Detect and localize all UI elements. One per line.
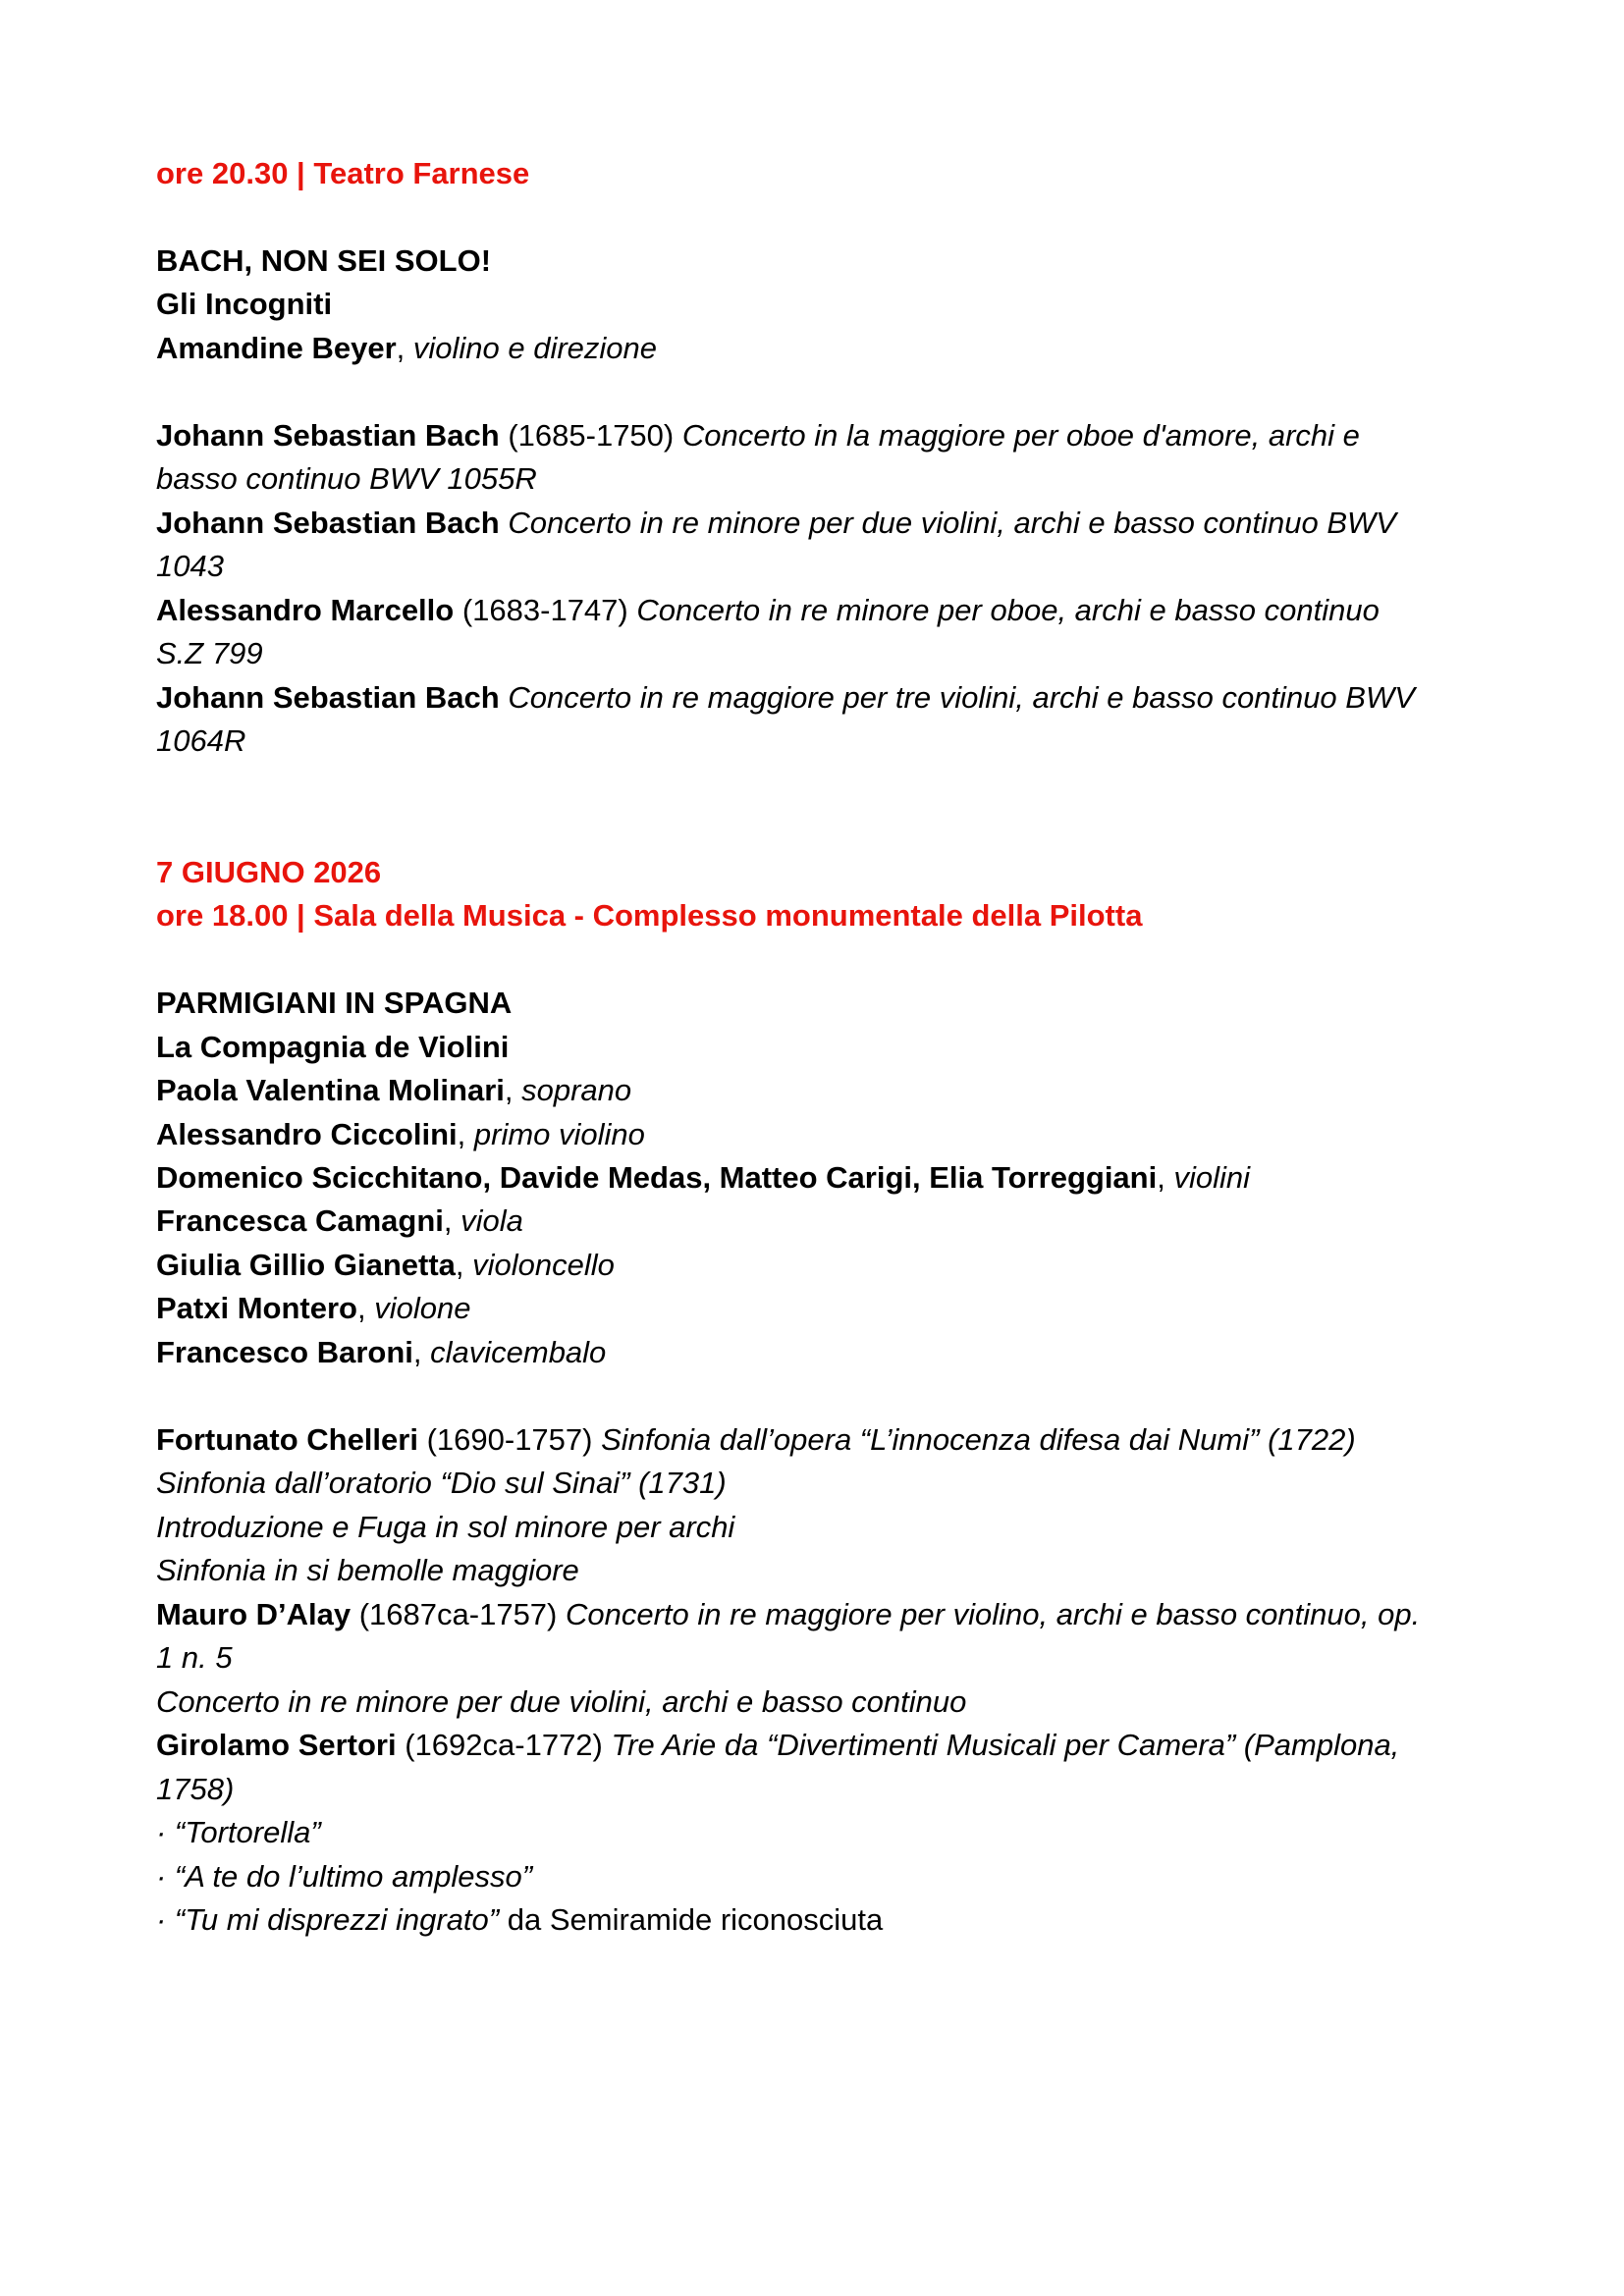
performer-line: Francesca Camagni, viola [156,1203,523,1238]
aria-item: · “A te do l’ultimo amplesso” [156,1859,533,1894]
performer-line: Patxi Montero, violone [156,1291,471,1325]
program-item: Girolamo Sertori (1692ca-1772) Tre Arie da “Divertimenti Musicali per Camera” (Pamplona, [156,1728,1400,1762]
program-item: Fortunato Chelleri (1690-1757) Sinfonia dall’opera “L’innocenza difesa dai Numi” (1722) [156,1422,1356,1457]
performer-line: Alessandro Ciccolini, primo violino [156,1117,645,1151]
event-time-venue: ore 20.30 | Teatro Farnese [156,156,530,190]
program-item-continuation: 1758) [156,1772,235,1806]
program-item: Johann Sebastian Bach Concerto in re minore per due violini, archi e basso continuo BWV [156,506,1396,540]
program-item-continuation: 1 n. 5 [156,1640,233,1675]
ensemble-name: Gli Incogniti [156,287,333,321]
program-item: Johann Sebastian Bach Concerto in re maggiore per tre violini, archi e basso continuo BWV [156,680,1415,715]
program-item: Mauro D’Alay (1687ca-1757) Concerto in re maggiore per violino, archi e basso continuo, op. [156,1597,1421,1631]
performer-line: Amandine Beyer, violino e direzione [156,331,658,365]
event-time-venue: ore 18.00 | Sala della Musica - Complesso monumentale della Pilotta [156,898,1143,933]
program-item-continuation: 1043 [156,549,224,583]
performer-line: Paola Valentina Molinari, soprano [156,1073,632,1107]
aria-item: · “Tortorella” [156,1815,321,1849]
performer-line: Domenico Scicchitano, Davide Medas, Matteo Carigi, Elia Torreggiani, violini [156,1160,1250,1195]
ensemble-name: La Compagnia de Violini [156,1030,510,1064]
performer-line: Giulia Gillio Gianetta, violoncello [156,1248,615,1282]
aria-item: · “Tu mi disprezzi ingrato” da Semiramide riconosciuta [156,1902,884,1937]
program-item-continuation: basso continuo BWV 1055R [156,461,537,496]
program-item-continuation: Sinfonia dall’oratorio “Dio sul Sinai” (1731) [156,1466,727,1500]
program-item-continuation: Introduzione e Fuga in sol minore per archi [156,1510,735,1544]
program-item-continuation: Sinfonia in si bemolle maggiore [156,1553,579,1587]
program-item: Johann Sebastian Bach (1685-1750) Concerto in la maggiore per oboe d'amore, archi e [156,418,1360,453]
program-item-continuation: 1064R [156,723,246,758]
concert-title: BACH, NON SEI SOLO! [156,243,492,278]
performer-line: Francesco Baroni, clavicembalo [156,1335,607,1369]
event-date: 7 GIUGNO 2026 [156,855,382,889]
program-item: Alessandro Marcello (1683-1747) Concerto in re minore per oboe, archi e basso continuo [156,593,1380,627]
program-item-continuation: S.Z 799 [156,636,263,670]
program-item-continuation: Concerto in re minore per due violini, archi e basso continuo [156,1684,967,1719]
concert-title: PARMIGIANI IN SPAGNA [156,986,513,1020]
